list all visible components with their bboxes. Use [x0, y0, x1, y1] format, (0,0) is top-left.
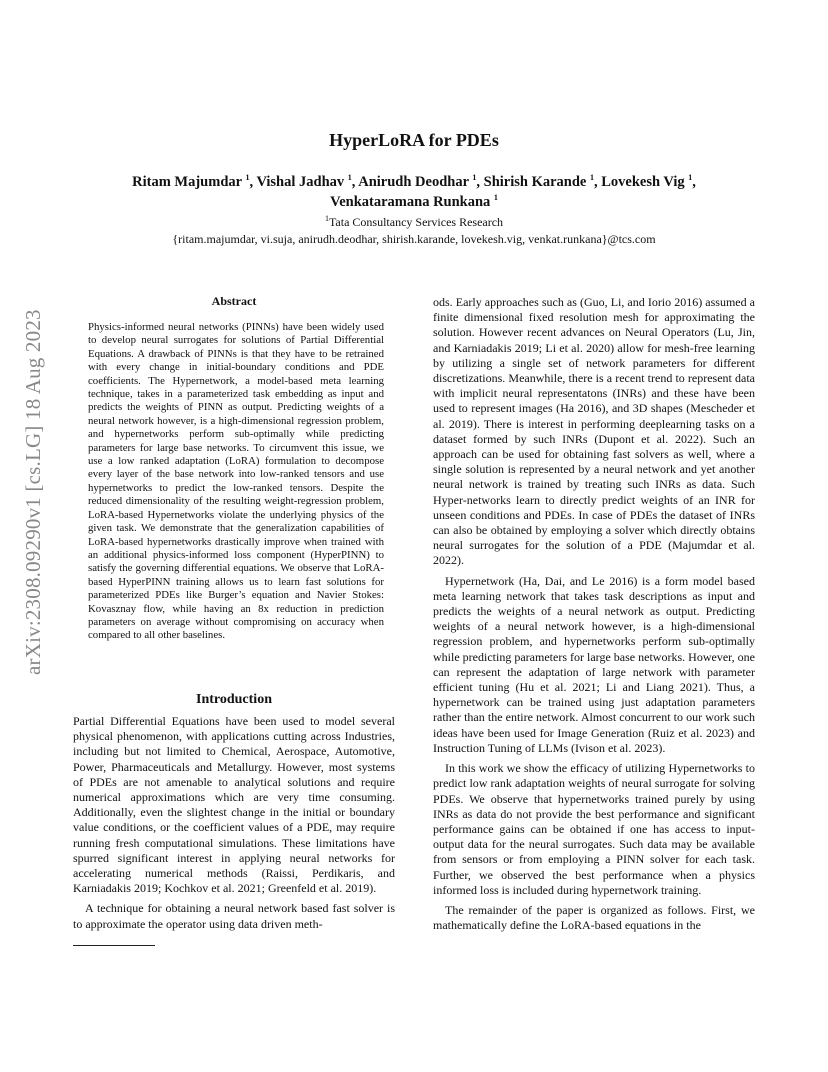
author-affiliation-mark: 1	[493, 193, 498, 203]
author-name: Ritam Majumdar	[132, 174, 242, 190]
author-name: Lovekesh Vig	[601, 174, 685, 190]
body-paragraph: ods. Early approaches such as (Guo, Li, and Iorio 2016) assumed a finite dimensional fixed resolution mesh for approximating the solution. However recent advances on Neural Operators (Lu, Jin, and Karniadakis 2019; Li et al. 2020) allow for mesh-free learning by utilizing a single set of network parameters for different discretizations. Meanwhile, there is a recent trend to represent data with implicit neural representatons (INRs) and these have been used to represent images (Ha 2016), and 3D shapes (Mescheder et al. 2019). There is interest in performing deeplearning tasks on a dataset formed by such INRs (Dupont et al. 2022). Such an approach can be used for obtaining fast solvers as well, where a single solution is represented by a neural network and yet another neural network is trained by treating such INRs as data. Such Hyper-networks learn to directly predict weights of an INR for unseen conditions and PDEs. In case of PDEs the dataset of INRs can also be obtained by employing a solver which directly obtains neural surrogates for the solution of a PDE (Majumdar et al. 2022).	[433, 295, 755, 568]
body-paragraph: The remainder of the paper is organized as follows. First, we mathematically define the LoRA-based equations in the	[433, 902, 755, 933]
arxiv-identifier-stamp: arXiv:2308.09290v1 [cs.LG] 18 Aug 2023	[21, 309, 45, 675]
introduction-body	[73, 714, 395, 937]
affiliation-mark: 1	[324, 214, 329, 223]
author-affiliation-mark: 1	[589, 173, 594, 183]
author-emails: {ritam.majumdar, vi.suja, anirudh.deodhar, shirish.karande, lovekesh.vig, venkat.runkana}@tcs.com	[172, 232, 656, 246]
introduction-heading: Introduction	[196, 692, 272, 707]
body-paragraph: In this work we show the efficacy of utilizing Hypernetworks to predict low rank adaptation weights of neural surrogate for solving PDEs. We observe that hypernetworks trained purely by using INRs as data do not provide the best performance and significant performance gains can be obtained if one has access to input-output data for the neural surrogates. Such data may be available from sensors or from employing a PINN solver for each task. Further, we observed the best performance when a physics informed loss is included during hypernetwork training.	[433, 761, 755, 897]
footnote-rule	[73, 945, 155, 946]
abstract-text: Physics-informed neural networks (PINNs) have been widely used to develop neural surrogates for solutions of Partial Differential Equations. A drawback of PINNs is that they have to be retrained with every change in initial-boundary conditions and PDE coefficients. The Hypernetwork, a model-based meta learning technique, takes in a parameterized task embedding as input and predicts the weights of PINN as output. Predicting weights of a neural network however, is a high-dimensional regression problem, and hypernetworks perform sub-optimally while predicting parameters for large base networks. To circumvent this issue, we use a low ranked adaptation (LoRA) formulation to decompose every layer of the base network into low-ranked tensors and use hypernetworks to predict the low-ranked tensors. Despite the reduced dimensionality of the resulting weight-regression problem, LoRA-based Hypernetworks violate the underlying physics of the given task. We demonstrate that the generalization capabilities of LoRA-based hypernetworks drastically improve when trained with an additional physics-informed loss component (HyperPINN) to satisfy the governing differential equations. We observe that LoRA-based HyperPINN training allows us to learn fast solutions for parameterized PDEs like Burger’s equation and Navier Stokes: Kovasznay flow, while having an 8x reduction in prediction parameters on average without compromising on accuracy when compared to all other baselines.	[88, 321, 384, 642]
author-name: Vishal Jadhav	[256, 174, 345, 190]
body-paragraph: A technique for obtaining a neural network based fast solver is to approximate the operator using data driven meth-	[73, 901, 395, 931]
author-list: Ritam Majumdar $^1$, Vishal Jadhav $^1$, Anirudh Deodhar $^1$, Shirish Karande $^1$, Lovekesh Vig $^1$, Venkataramana Runkana $^1$	[132, 173, 696, 210]
affiliation	[0, 215, 828, 230]
author-affiliation-mark: 1	[245, 173, 250, 183]
abstract-heading: Abstract	[211, 294, 257, 308]
right-column-body	[433, 295, 755, 938]
author-name: Anirudh Deodhar	[358, 174, 469, 190]
author-affiliation-mark: 1	[688, 173, 693, 183]
author-affiliation-mark: 1	[347, 173, 352, 183]
author-name: Venkataramana Runkana	[330, 194, 491, 210]
affiliation-name: Tata Consultancy Services Research	[328, 215, 504, 229]
author-name: Shirish Karande	[483, 174, 587, 190]
paper-title: HyperLoRA for PDEs	[329, 130, 499, 150]
body-paragraph: Hypernetwork (Ha, Dai, and Le 2016) is a form model based meta learning network that takes task descriptions as input and predicts the weights of a neural network as output. Predicting weights of a neural network however, is a high-dimensional regression problem, and hypernetworks perform sub-optimally while predicting parameters for large base networks. However, one can represent the adaptation of large network with parameter efficient tuning (Hu et al. 2021; Li and Liang 2021). Thus, a hypernetwork can be trained using just adaptation parameters rather than the entire network. Almost concurrent to our work such ideas have been used for Image Generation (Ruiz et al. 2023) and Instruction Tuning of LLMs (Ivison et al. 2023).	[433, 573, 755, 755]
author-affiliation-mark: 1	[472, 173, 477, 183]
body-paragraph: Partial Differential Equations have been used to model several physical phenomenon, with applications cutting across Industries, including but not limited to Chemical, Aerospace, Automotive, Power, Pharmaceuticals and Metallurgy. However, most systems of PDEs are not amenable to analytical solutions and require numerical approximations which are very time consuming. Additionally, even the slightest change in the initial or boundary value conditions, or the coefficient values of a PDE, may require running fresh computational simulations. These limitations have spurred significant interest in applying neural networks for accelerating numerical methods (Raissi, Perdikaris, and Karniadakis 2019; Kochkov et al. 2021; Greenfeld et al. 2019).	[73, 714, 395, 896]
